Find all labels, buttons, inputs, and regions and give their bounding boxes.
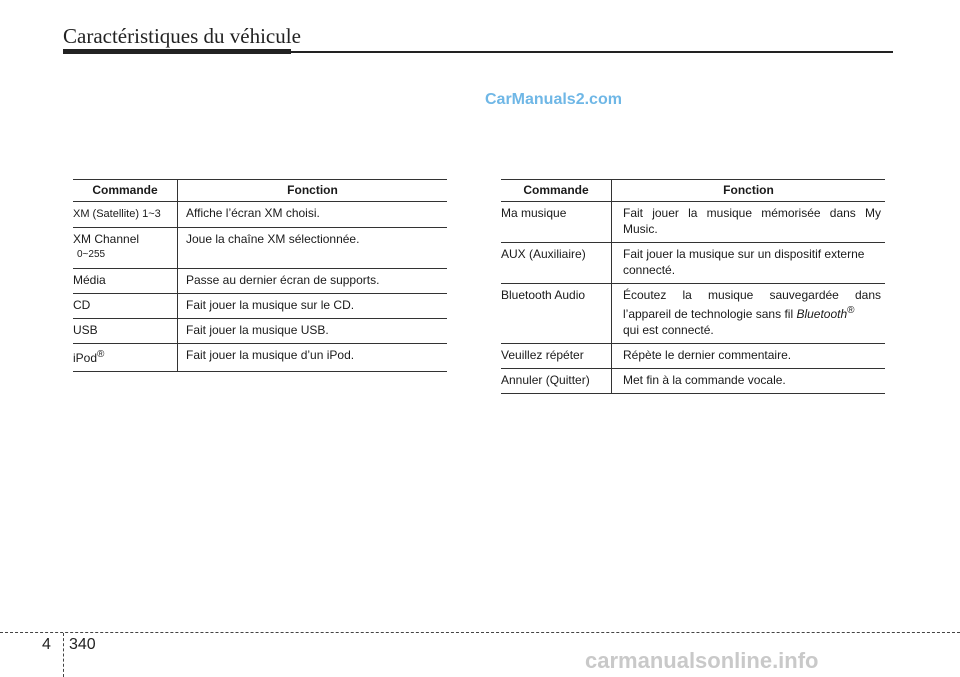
command-cell: Veuillez répéter bbox=[501, 344, 612, 369]
function-text: Écoutez la musique sauvegardée dans l’appareil de technologie sans fil bbox=[623, 288, 881, 321]
header-rule bbox=[63, 51, 893, 53]
function-cell: Fait jouer la musique sur un dispositif externe connecté. bbox=[612, 243, 886, 284]
bluetooth-term: Bluetooth bbox=[796, 307, 848, 321]
table-row bbox=[73, 202, 447, 228]
command-label: iPod bbox=[73, 351, 98, 365]
table-row bbox=[73, 269, 447, 294]
command-cell: USB bbox=[73, 319, 178, 344]
table-row bbox=[501, 284, 885, 344]
registered-mark: ® bbox=[97, 349, 105, 360]
command-cell bbox=[73, 202, 178, 228]
table-header-row bbox=[73, 180, 447, 202]
page-number: 340 bbox=[69, 636, 96, 653]
command-label: XM Channel bbox=[73, 232, 140, 246]
table-row bbox=[73, 344, 447, 372]
column-header-function: Fonction bbox=[612, 180, 886, 202]
command-cell bbox=[73, 228, 178, 269]
command-cell: Ma musique bbox=[501, 202, 612, 243]
table-row bbox=[501, 369, 885, 394]
function-text-continued: qui est connecté. bbox=[623, 323, 714, 337]
watermark-link[interactable]: CarManuals2.com bbox=[485, 91, 622, 108]
footer-divider bbox=[0, 632, 960, 633]
table-row bbox=[73, 228, 447, 269]
registered-mark: ® bbox=[847, 305, 855, 316]
command-cell: Bluetooth Audio bbox=[501, 284, 612, 344]
table-row bbox=[73, 319, 447, 344]
table-row bbox=[73, 294, 447, 319]
function-cell: Répète le dernier commentaire. bbox=[612, 344, 886, 369]
table-row bbox=[501, 344, 885, 369]
function-cell: Affiche l’écran XM choisi. bbox=[178, 202, 448, 228]
column-header-function: Fonction bbox=[178, 180, 448, 202]
chapter-number: 4 bbox=[42, 636, 51, 653]
footer-vertical-divider bbox=[63, 633, 64, 677]
watermark-footer: carmanualsonline.info bbox=[585, 648, 819, 673]
voice-commands-table-left bbox=[73, 179, 447, 372]
command-range: 0~255 bbox=[77, 249, 106, 260]
command-cell bbox=[73, 344, 178, 372]
command-label: XM (Satellite) 1~3 bbox=[73, 208, 161, 220]
function-cell: Fait jouer la musique USB. bbox=[178, 319, 448, 344]
function-cell: Met fin à la commande vocale. bbox=[612, 369, 886, 394]
table-row bbox=[501, 202, 885, 243]
function-cell: Fait jouer la musique sur le CD. bbox=[178, 294, 448, 319]
table-header-row bbox=[501, 180, 885, 202]
column-header-command: Commande bbox=[501, 180, 612, 202]
function-cell: Fait jouer la musique mémorisée dans My Music. bbox=[612, 202, 886, 243]
table-row bbox=[501, 243, 885, 284]
function-cell: Passe au dernier écran de supports. bbox=[178, 269, 448, 294]
page-header-title: Caractéristiques du véhicule bbox=[63, 24, 301, 48]
command-cell: Média bbox=[73, 269, 178, 294]
command-cell: AUX (Auxiliaire) bbox=[501, 243, 612, 284]
function-cell bbox=[612, 284, 886, 344]
command-cell: Annuler (Quitter) bbox=[501, 369, 612, 394]
column-header-command: Commande bbox=[73, 180, 178, 202]
command-cell: CD bbox=[73, 294, 178, 319]
function-cell: Joue la chaîne XM sélectionnée. bbox=[178, 228, 448, 269]
voice-commands-table-right bbox=[501, 179, 885, 394]
function-cell: Fait jouer la musique d’un iPod. bbox=[178, 344, 448, 372]
